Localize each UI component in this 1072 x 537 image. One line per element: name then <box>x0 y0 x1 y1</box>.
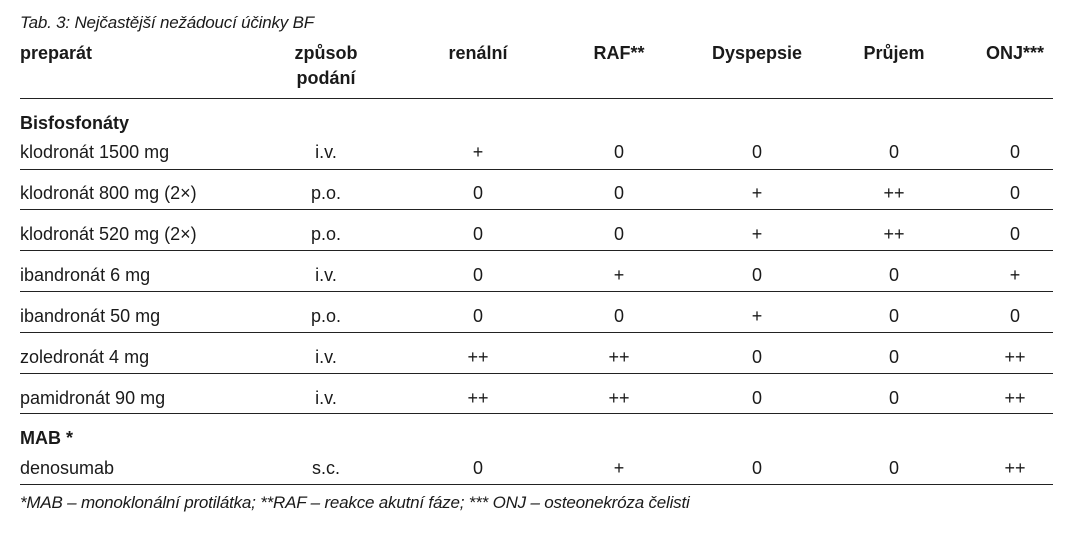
row-dyspepsie: + <box>751 224 763 244</box>
row-renal: + <box>472 142 484 162</box>
row-renal: 0 <box>472 265 484 285</box>
row-renal: 0 <box>472 458 484 478</box>
table-row <box>0 458 1072 498</box>
row-route: p.o. <box>310 306 342 326</box>
row-renal: ++ <box>467 347 489 367</box>
row-raf: 0 <box>613 183 625 203</box>
table-row <box>0 347 1072 387</box>
row-dyspepsie: 0 <box>751 265 763 285</box>
row-prujem: 0 <box>888 142 900 162</box>
table-row <box>0 224 1072 264</box>
row-prujem: 0 <box>888 458 900 478</box>
row-renal: 0 <box>472 183 484 203</box>
row-prujem: ++ <box>883 183 905 203</box>
row-raf: 0 <box>613 306 625 326</box>
row-name: pamidronát 90 mg <box>20 388 166 408</box>
header-rule <box>20 98 1053 99</box>
row-prujem: 0 <box>888 347 900 367</box>
header-raf: RAF** <box>593 43 645 63</box>
row-raf: + <box>613 265 625 285</box>
row-dyspepsie: 0 <box>751 347 763 367</box>
header-zpusob-line2: podání <box>296 68 356 88</box>
row-dyspepsie: 0 <box>751 388 763 408</box>
row-dyspepsie: + <box>751 306 763 326</box>
row-name: ibandronát 6 mg <box>20 265 151 285</box>
row-onj: 0 <box>1009 306 1021 326</box>
row-raf: + <box>613 458 625 478</box>
header-prujem: Průjem <box>863 43 925 63</box>
header-renalni: renální <box>448 43 508 63</box>
row-prujem: ++ <box>883 224 905 244</box>
row-prujem: 0 <box>888 306 900 326</box>
table-bottom-rule <box>20 484 1053 485</box>
row-onj: 0 <box>1009 142 1021 162</box>
table-footnote: *MAB – monoklonální protilátka; **RAF – reakce akutní fáze; *** ONJ – osteonekróza čelisti <box>20 493 690 512</box>
row-route: p.o. <box>310 183 342 203</box>
row-route: i.v. <box>315 388 337 408</box>
header-zpusob-podani <box>295 43 358 89</box>
row-raf: 0 <box>613 224 625 244</box>
row-onj: ++ <box>1004 458 1026 478</box>
table-row <box>0 306 1072 346</box>
row-renal: 0 <box>472 224 484 244</box>
row-raf: ++ <box>608 388 630 408</box>
header-zpusob-line1: způsob <box>294 43 358 63</box>
row-dyspepsie: 0 <box>751 458 763 478</box>
row-renal: 0 <box>472 306 484 326</box>
row-onj: 0 <box>1009 224 1021 244</box>
row-prujem: 0 <box>888 265 900 285</box>
row-divider <box>20 413 1053 414</box>
row-route: s.c. <box>311 458 341 478</box>
header-preparat: preparát <box>20 43 93 63</box>
table-row <box>0 388 1072 428</box>
group-label-bisfosfonaty: Bisfosfonáty <box>20 113 130 133</box>
row-onj: ++ <box>1004 388 1026 408</box>
table-row <box>0 183 1072 223</box>
row-divider <box>20 209 1053 210</box>
row-name: zoledronát 4 mg <box>20 347 150 367</box>
row-onj: 0 <box>1009 183 1021 203</box>
table-caption: Tab. 3: Nejčastější nežádoucí účinky BF <box>20 13 314 32</box>
row-name: klodronát 1500 mg <box>20 142 170 162</box>
row-raf: ++ <box>608 347 630 367</box>
row-dyspepsie: + <box>751 183 763 203</box>
row-divider <box>20 332 1053 333</box>
header-onj: ONJ*** <box>985 43 1045 63</box>
row-route: i.v. <box>315 142 337 162</box>
row-onj: + <box>1009 265 1021 285</box>
row-name: klodronát 800 mg (2×) <box>20 183 197 203</box>
row-onj: ++ <box>1004 347 1026 367</box>
row-name: ibandronát 50 mg <box>20 306 161 326</box>
group-label-mab: MAB * <box>20 428 73 448</box>
table-row <box>0 265 1072 305</box>
row-route: i.v. <box>315 265 337 285</box>
row-route: p.o. <box>310 224 342 244</box>
row-prujem: 0 <box>888 388 900 408</box>
row-divider <box>20 291 1053 292</box>
row-divider <box>20 373 1053 374</box>
row-renal: ++ <box>467 388 489 408</box>
row-name: denosumab <box>20 458 115 478</box>
header-dyspepsie: Dyspepsie <box>711 43 803 63</box>
row-route: i.v. <box>315 347 337 367</box>
row-raf: 0 <box>613 142 625 162</box>
row-dyspepsie: 0 <box>751 142 763 162</box>
row-divider <box>20 250 1053 251</box>
row-divider <box>20 169 1053 170</box>
row-name: klodronát 520 mg (2×) <box>20 224 197 244</box>
table-row <box>0 142 1072 182</box>
